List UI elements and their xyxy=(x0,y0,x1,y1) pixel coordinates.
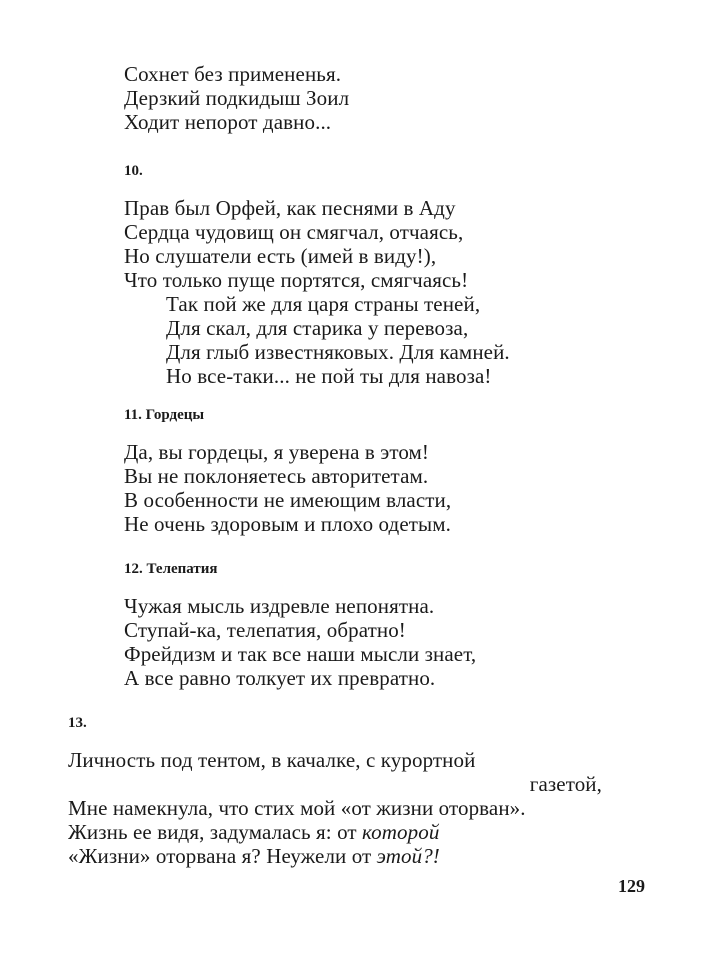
poem-line: Прав был Орфей, как песнями в Аду xyxy=(124,196,456,220)
poem-line: Для скал, для старика у перевоза, xyxy=(166,316,469,340)
poem-line: Для глыб известняковых. Для камней. xyxy=(166,340,510,364)
poem-line: Вы не поклоняетесь авторитетам. xyxy=(124,464,429,488)
poem-heading: 10. xyxy=(124,163,143,179)
poem-line xyxy=(68,820,439,844)
poem-line: Но слушатели есть (имей в виду!), xyxy=(124,244,437,268)
poem-heading: 13. xyxy=(68,715,87,731)
poem-line: Да, вы гордецы, я уверена в этом! xyxy=(124,440,430,464)
poem-line: Не очень здоровым и плохо одетым. xyxy=(124,512,451,536)
poem-line: А все равно толкует их превратно. xyxy=(124,666,436,690)
poem-heading: 11. Гордецы xyxy=(124,407,205,423)
poem-line: Фрейдизм и так все наши мысли знает, xyxy=(124,642,477,666)
poem-line-continuation: газетой, xyxy=(529,772,602,796)
poem-line: Сохнет без примененья. xyxy=(124,62,342,86)
poem-heading: 12. Телепатия xyxy=(124,561,218,577)
poem-line: Ступай-ка, телепатия, обратно! xyxy=(124,618,406,642)
poem-line: Чужая мысль издревле непонятна. xyxy=(124,594,435,618)
poem-line: Дерзкий подкидыш Зоил xyxy=(124,86,350,110)
poem-line: В особенности не имеющим власти, xyxy=(124,488,452,512)
poem-line-italic: этой?! xyxy=(376,844,440,868)
page-number: 129 xyxy=(618,876,645,896)
poem-line: Что только пуще портятся, смягчаясь! xyxy=(124,268,469,292)
poem-line-italic: которой xyxy=(362,820,440,844)
poem-line: Так пой же для царя страны теней, xyxy=(166,292,481,316)
poem-line: Ходит непорот давно... xyxy=(124,110,332,134)
poem-line xyxy=(68,844,440,868)
poem-line: Но все-таки... не пой ты для навоза! xyxy=(166,364,492,388)
poem-line: Личность под тентом, в качалке, с курортной xyxy=(68,748,476,772)
poem-line-text: «Жизни» оторвана я? Неужели от xyxy=(68,844,377,868)
poem-line-text: Жизнь ее видя, задумалась я: от xyxy=(68,820,363,844)
poem-line: Сердца чудовищ он смягчал, отчаясь, xyxy=(124,220,464,244)
poem-line: Мне намекнула, что стих мой «от жизни оторван». xyxy=(68,796,526,820)
